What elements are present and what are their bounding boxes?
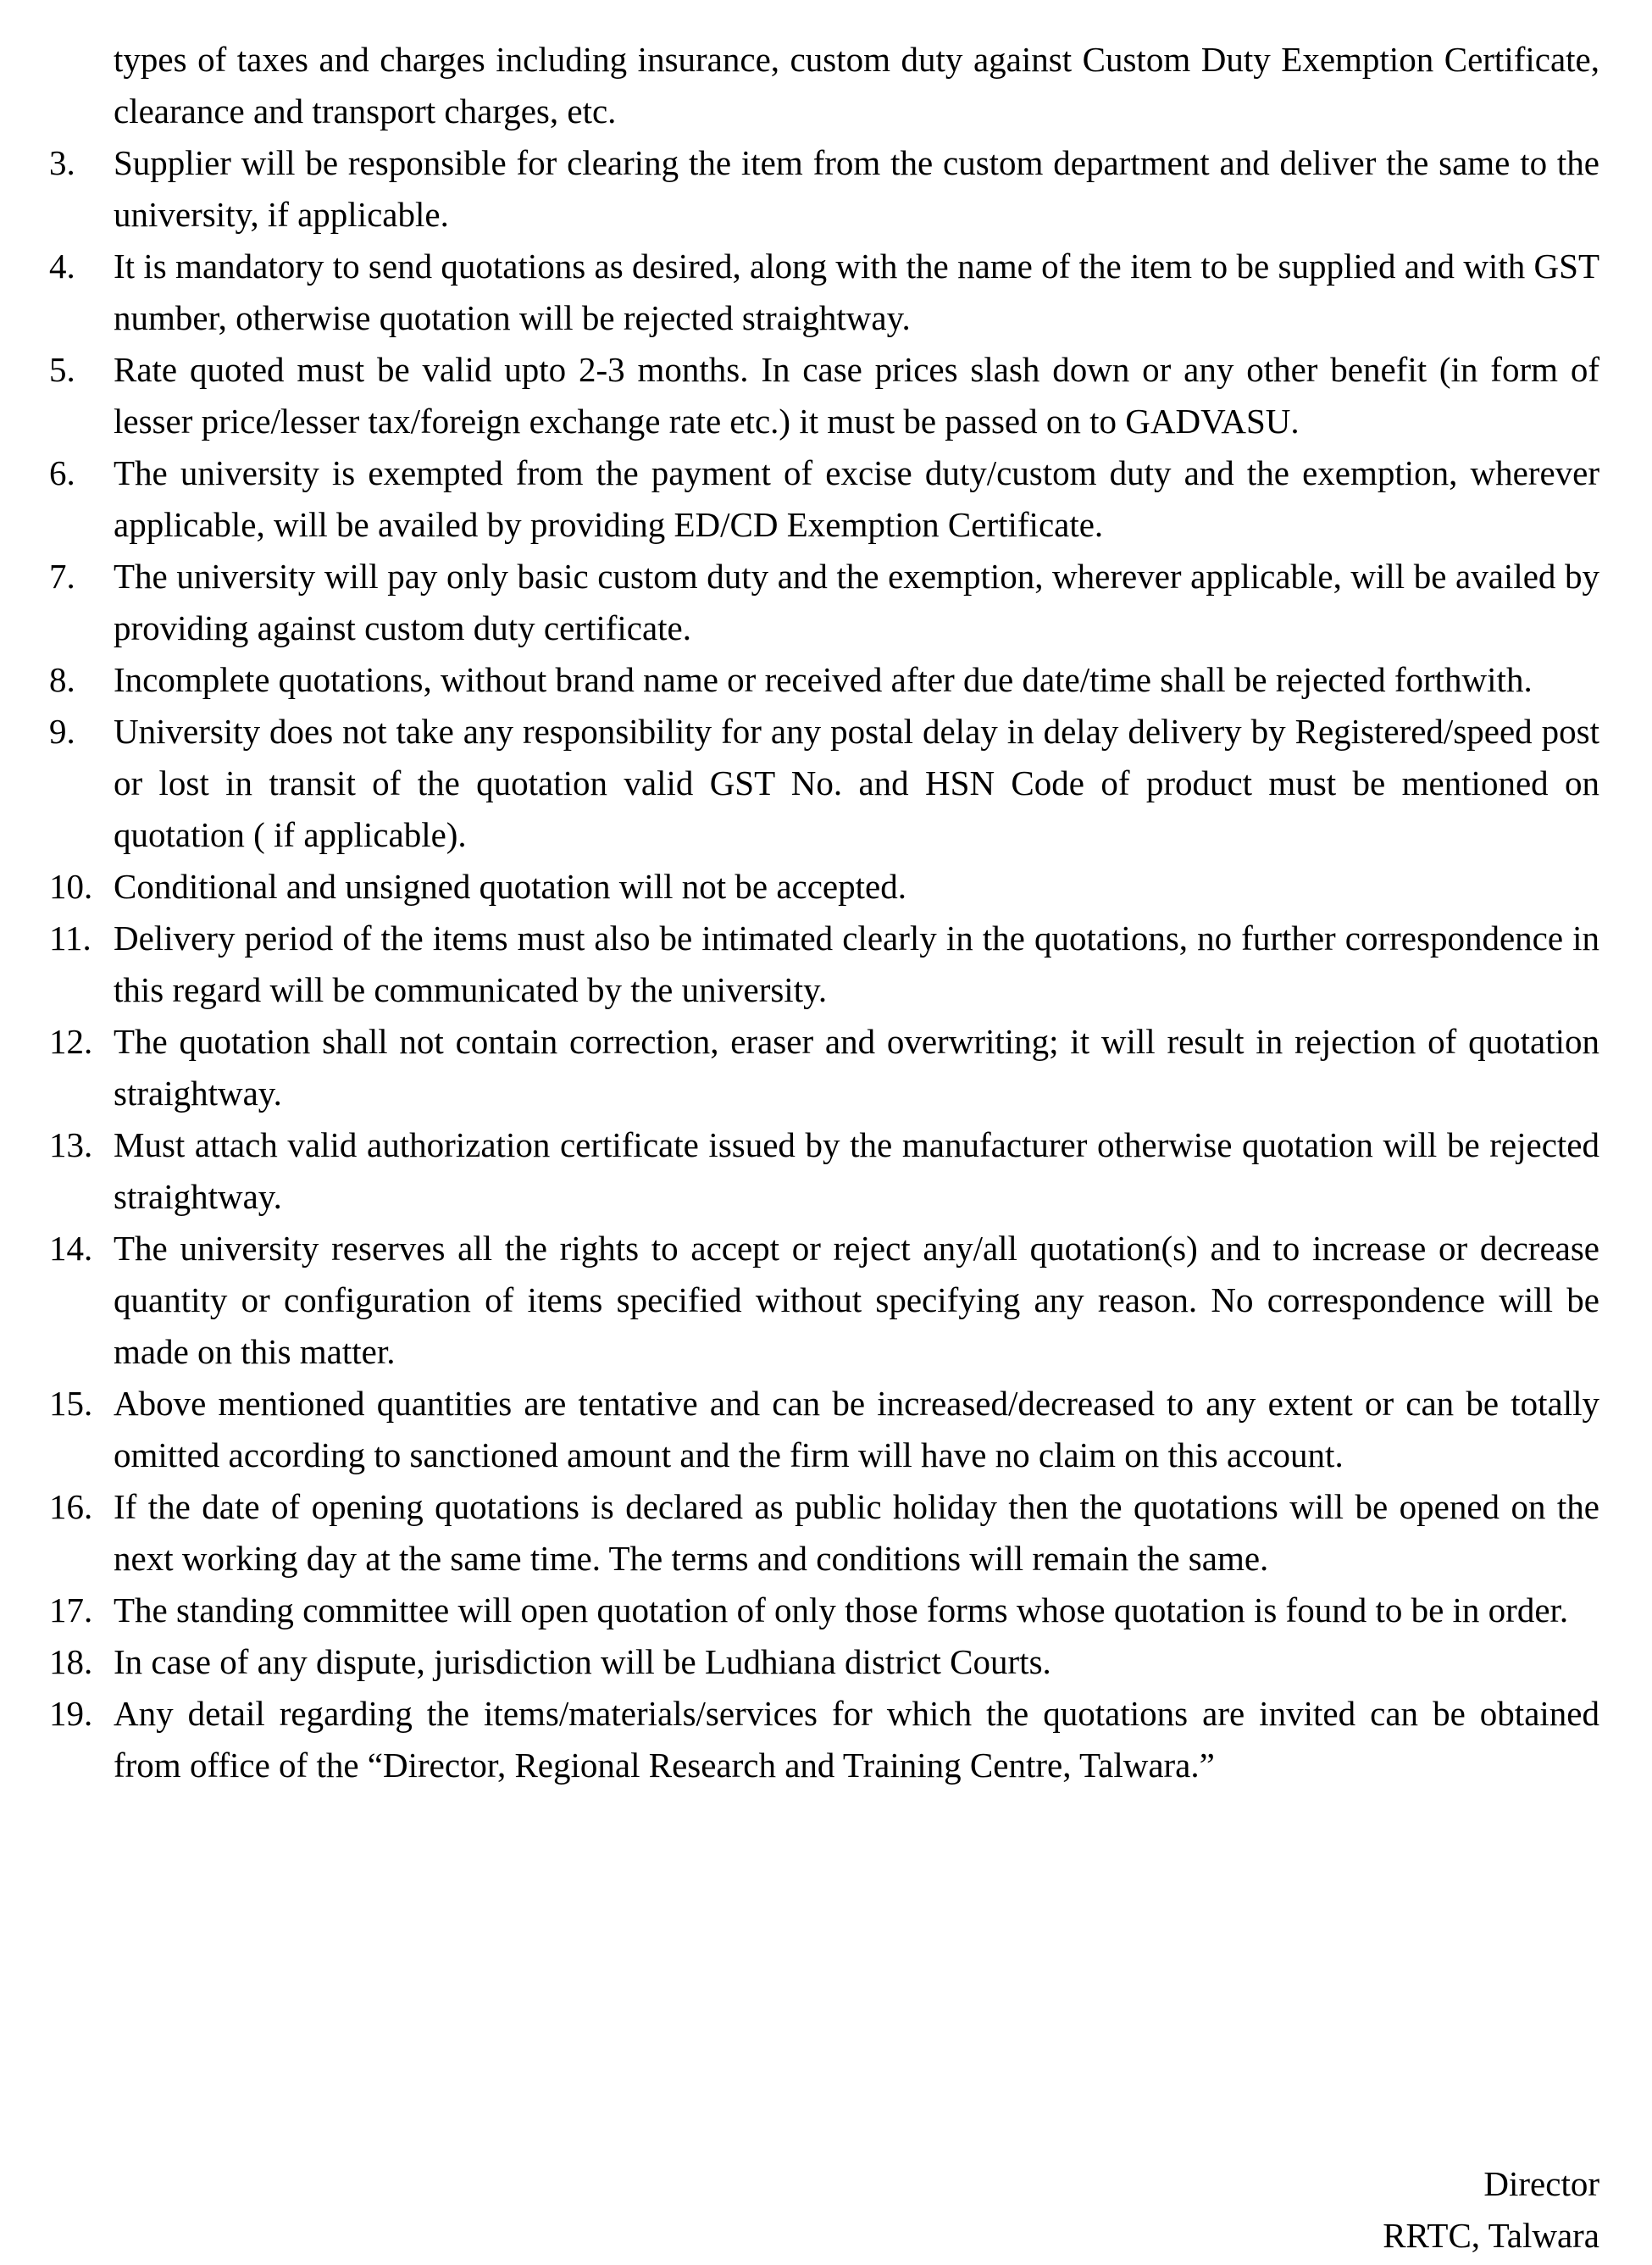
- list-item: [49, 1016, 1599, 1119]
- list-item: [49, 1585, 1599, 1636]
- list-item: [49, 913, 1599, 1016]
- item-text: Incomplete quotations, without brand name or received after due date/time shall be rejected forthwith.: [114, 660, 1533, 699]
- item-number: 19.: [49, 1694, 93, 1733]
- item-number: 5.: [49, 350, 75, 389]
- item-number: 4.: [49, 247, 75, 286]
- item-number: 7.: [49, 557, 75, 596]
- item-number: 10.: [49, 867, 93, 906]
- list-item: [49, 706, 1599, 861]
- item-number: 8.: [49, 660, 75, 699]
- item-text: If the date of opening quotations is declared as public holiday then the quotations will be opened on the next working day at the same time. The terms and conditions will remain the same.: [114, 1487, 1599, 1578]
- list-item: [49, 1119, 1599, 1223]
- item-text: Supplier will be responsible for clearing the item from the custom department and deliver the same to the university, if applicable.: [114, 143, 1599, 234]
- item-text: The quotation shall not contain correction, eraser and overwriting; it will result in rejection of quotation straightway.: [114, 1022, 1599, 1113]
- item-text: Above mentioned quantities are tentative and can be increased/decreased to any extent or can be totally omitted according to sanctioned amount and the firm will have no claim on this account.: [114, 1384, 1599, 1474]
- list-item: [49, 1378, 1599, 1481]
- item-text: The standing committee will open quotation of only those forms whose quotation is found to be in order.: [114, 1590, 1569, 1629]
- list-item: [49, 1481, 1599, 1585]
- item-number: 16.: [49, 1487, 93, 1526]
- item-number: 9.: [49, 712, 75, 751]
- item-text: types of taxes and charges including insurance, custom duty against Custom Duty Exemption Certificate, clearance and transport charges, etc.: [114, 40, 1599, 130]
- item-text: The university is exempted from the payment of excise duty/custom duty and the exemption, wherever applicable, will be availed by providing ED/CD Exemption Certificate.: [114, 453, 1599, 544]
- item-number: 3.: [49, 143, 75, 182]
- item-text: It is mandatory to send quotations as desired, along with the name of the item to be supplied and with GST number, otherwise quotation will be rejected straightway.: [114, 247, 1599, 337]
- item-number: 14.: [49, 1229, 93, 1268]
- item-text: Any detail regarding the items/materials/services for which the quotations are invited can be obtained from office of the “Director, Regional Research and Training Centre, Talwara.”: [114, 1694, 1599, 1785]
- signatory-office: RRTC, Talwara: [1383, 2216, 1599, 2255]
- list-item: [49, 1223, 1599, 1378]
- signatory-title: Director: [1483, 2164, 1599, 2203]
- list-item: [49, 654, 1599, 706]
- item-text: The university reserves all the rights to accept or reject any/all quotation(s) and to increase or decrease quantity or configuration of items specified without specifying any reason. No correspondence will be made on this matter.: [114, 1229, 1599, 1371]
- item-number: 17.: [49, 1590, 93, 1629]
- list-item: [49, 861, 1599, 913]
- list-item: [49, 1688, 1599, 1791]
- item-text: In case of any dispute, jurisdiction will be Ludhiana district Courts.: [114, 1642, 1051, 1681]
- item-text: Rate quoted must be valid upto 2-3 months. In case prices slash down or any other benefit (in form of lesser price/lesser tax/foreign exchange rate etc.) it must be passed on to GADVASU.: [114, 350, 1599, 441]
- list-item: [49, 137, 1599, 241]
- item-number: 13.: [49, 1125, 93, 1164]
- item-text: Delivery period of the items must also be intimated clearly in the quotations, no further correspondence in this regard will be communicated by the university.: [114, 919, 1599, 1009]
- item-text: The university will pay only basic custom duty and the exemption, wherever applicable, will be availed by providing against custom duty certificate.: [114, 557, 1599, 647]
- list-item: [49, 551, 1599, 654]
- item-number: 6.: [49, 453, 75, 492]
- item-number: 15.: [49, 1384, 93, 1423]
- item-text: Conditional and unsigned quotation will not be accepted.: [114, 867, 906, 906]
- signature-block: [1383, 2158, 1599, 2262]
- item-text: University does not take any responsibility for any postal delay in delay delivery by Registered/speed post or lost in transit of the quotation valid GST No. and HSN Code of product must be mentioned on quotation ( if applicable).: [114, 712, 1599, 854]
- item-number: 12.: [49, 1022, 93, 1061]
- item-number: 18.: [49, 1642, 93, 1681]
- list-item: [49, 1636, 1599, 1688]
- list-item: [49, 344, 1599, 447]
- terms-list: [49, 34, 1599, 1791]
- list-item: [49, 447, 1599, 551]
- item-number: 11.: [49, 919, 91, 958]
- item-text: Must attach valid authorization certificate issued by the manufacturer otherwise quotation will be rejected straightway.: [114, 1125, 1599, 1216]
- list-item: [49, 34, 1599, 137]
- list-item: [49, 241, 1599, 344]
